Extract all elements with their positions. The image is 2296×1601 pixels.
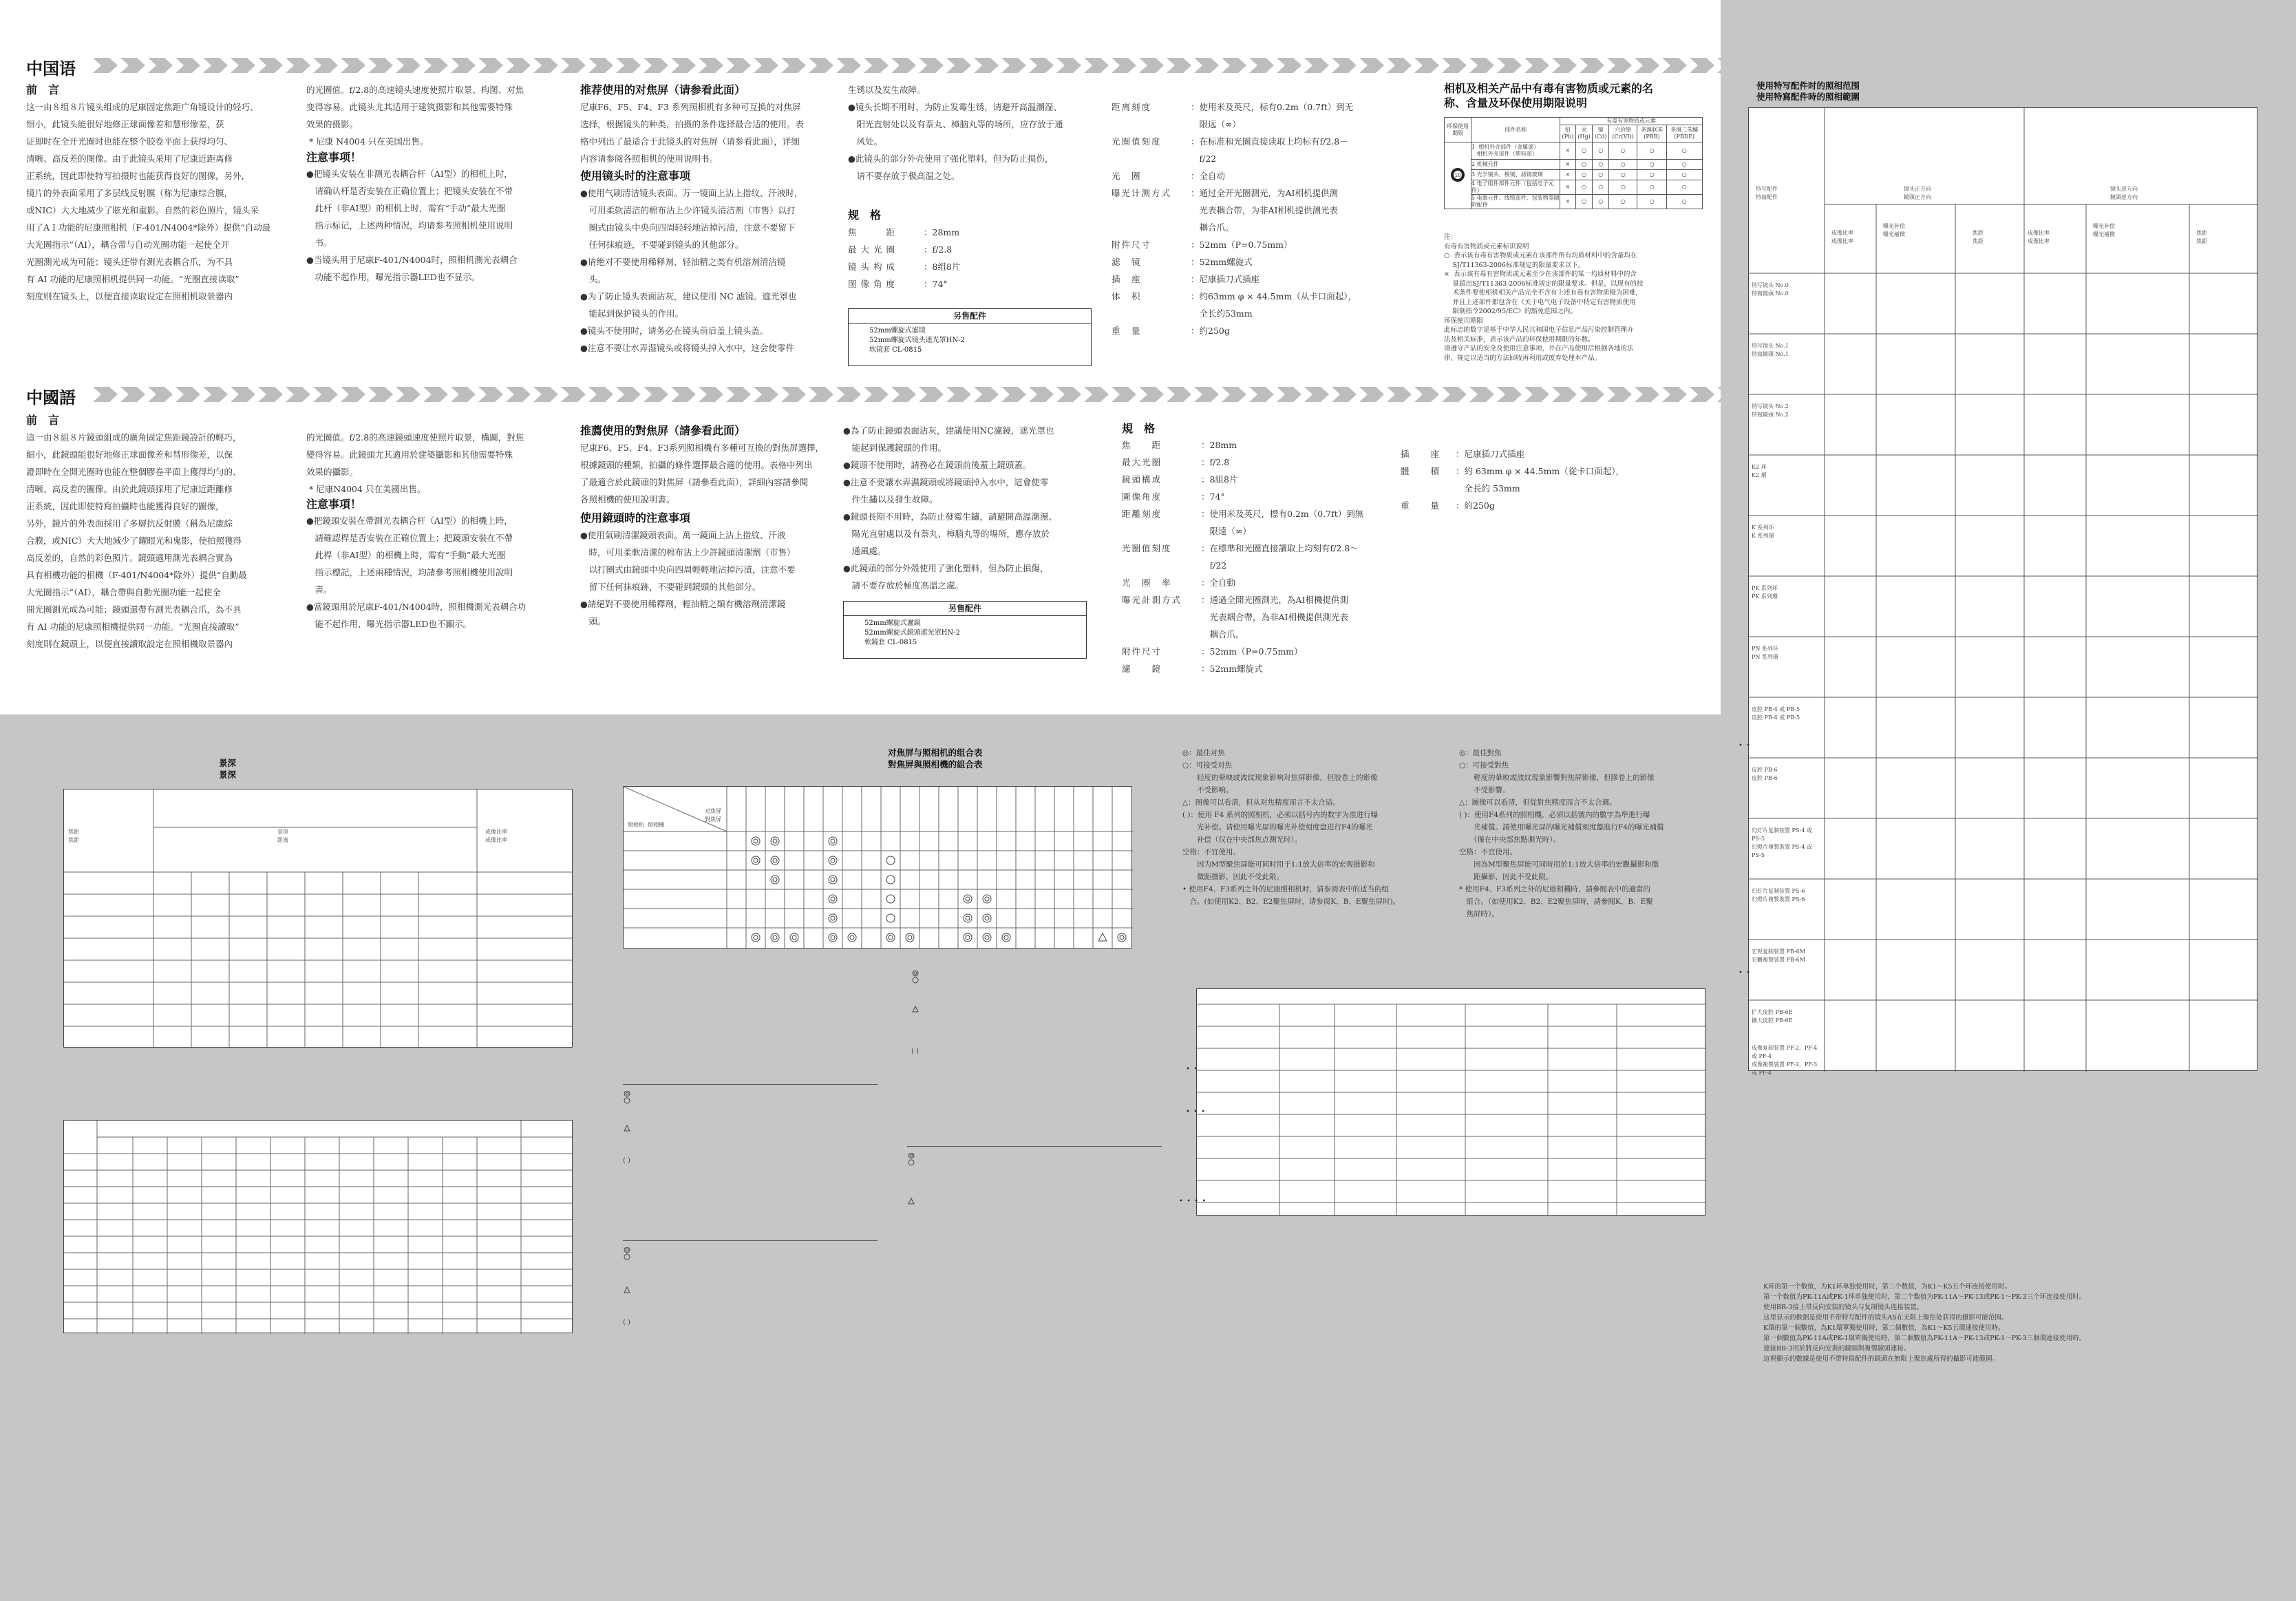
dof-label-ratio: 成像比率 成像比率	[485, 829, 507, 843]
svg-text:( ): ( )	[623, 1157, 630, 1165]
preface-text-sc-1: 这一由８组８片镜头组成的尼康固定焦距广角镜设计的轻巧、 细小，此镜头能很好地修正球面像差和慧形像差，获 证即时在全开光圈时也能在整个胶卷平面上获得均匀、 清晰、高反差的图像。由于此镜头采用了尼康近距离修 正系统，因此即使特写拍摄时也能获得良好的图像，另外， 镜片的外表面采用了多层线反射膜（称为尼康综合膜， 或NIC）大大地减少了眩光和重影。自然的彩色照片，镜头采 用了A I 功能的尼康照相机（F-401/N4004*除外）提供“自动最 大光圈指示”（AI），耦合带与自动光圈功能一起使全开 光圈测光成为可能；镜头还带有测光表耦合爪，为不具 有 AI 功能的尼康照相机提供同一功能。“光圈直接读取” 刻度则在镜头上，以便直接读取设定在照相机取景器内	[26, 102, 271, 301]
dof-label-focal: 焦距 焦距	[68, 829, 79, 843]
hazard-col-part: 部件名称	[1471, 118, 1560, 142]
preface-title-sc: 前 言	[26, 83, 60, 96]
leader-dots: • •	[1186, 1065, 1198, 1073]
hazard-col-group: 有毒有害物质或元素	[1560, 118, 1703, 125]
spec-row: 曝光计测方式 ：通过全开光圈测光，为AI相机提供测 光表耦合带，为非AI相机提供测光表 耦合爪。	[1112, 188, 1338, 233]
symbol-notes-1	[907, 960, 928, 1070]
spec-row: 滤 镜 ：52mm螺旋式	[1112, 257, 1253, 267]
table-row: 4 电子组件部件元件（包括电子元件） × ○ ○ ○ ○ ○	[1445, 180, 1703, 195]
environmental-mark-icon	[1445, 142, 1471, 209]
spec-row: 附件尺寸 ：52mm（P=0.75mm）	[1112, 240, 1293, 250]
closeup-corner-label: 特写配件 特寫配件	[1756, 186, 1778, 200]
spec-row: 最大光圈 ：f/2.8	[848, 244, 953, 255]
svg-text:10: 10	[1454, 172, 1461, 178]
spec-row: 曝光計測方式 ：通過全開光圈測光，為AI相機提供測 光表耦合帶，為非AI相機提供測光表 耦合爪。	[1122, 595, 1348, 639]
care-text-sc: ●使用气刷清洁镜头表面。万一镜面上沾上指纹、汗液时， 可用柔软清洁的棉布沾上少许镜头清洁剂（市售）以打 圈式由镜头中央向四周轻轻地沾掉污渍，注意不要留下 任何抹痕迹，不要碰到镜头的其他部分。 ●请绝对不要使用稀释剂、轻油精之类有机溶剂清洁镜 头。 ●为了防止镜头表面沾灰，建议使用 NC 滤镜。遮光罩也 能起到保护镜头的作用。 ●镜头不使用时，请务必在镜头前后盖上镜头盖。 ●注意不要让水弄湿镜头或将镜头掉入水中，这会使零件	[580, 188, 803, 353]
table-row: 3 光学镜头、棱镜、滤镜玻璃 × ○ ○ ○ ○ ○	[1445, 170, 1703, 180]
notes-title-tc: 注意事項！	[306, 498, 362, 511]
chevron-band-tc-icon	[93, 387, 1721, 402]
leader-dots: • •	[1739, 742, 1751, 750]
accessories-text-tc: 52mm螺旋式濾鏡 52mm螺旋式鏡頭遮光罩HN-2 軟鏡套 CL-0815	[864, 619, 960, 646]
care-text-tc-2: ●為了防止鏡頭表面沾灰，建議使用NC濾鏡，遮光罩也 能起到保護鏡頭的作用。 ●鏡頭不使用時，請務必在鏡頭前後蓋上鏡頭蓋。 ●注意不要讓水弄濕鏡頭或將鏡頭掉入水中，這會使零 件生鏽以及發生故障。 ●鏡頭長期不用時，為防止發霉生鏽，請避開高溫潮濕、 陽光直射處以及有萘丸、樟腦丸等的場所，應存放於 通風處。 ●此鏡頭的部分外殼使用了強化塑料，但為防止損傷， 請不要存放於極度高溫之處。	[843, 425, 1057, 591]
spec-row: 体 积 ：约63mm φ × 44.5mm（从卡口面起）， 全长约53mm	[1112, 291, 1357, 319]
spec-row: 光圈值刻度 ：在標準和光圈直接讀取上均刻有f/2.8～ f/22	[1122, 543, 1359, 571]
spec-row: 焦 距 ：28mm	[1122, 440, 1237, 450]
screen-table-corner: 对焦屏 對焦屏	[705, 808, 721, 823]
hazard-note: 注： 有毒有害物质或元素标识说明 ○ 表示该有毒有害物质或元素在该部件所有均质材料中的含量均在 SJ/T11363-2006标准规定的限量要求以下。 × 表示该有毒有害物质或元素至少在该部件的某一均质材料中的含 量超出SJ/T11363-2006标准规定的限量要求。但是，以现有的技 术条件要使相机相关产品完全不含有上述有毒有害物质极为困难， 并且上述部件都包含在《关于电气电子设备中特定有害物质使用 限制指令2002/95/EC》的豁免范围之内。 环保使用期限 此标志的数字是基于中华人民共和国电子信息产品污染控制管理办 法及相关标准，表示该产品的环保使用期限的年数。 请遵守产品的安全及使用注意事项，并在产品使用后根据各地的法 律、规定以适当的方法回收再利用或废弃处理本产品。	[1444, 233, 1644, 362]
specs-title-sc: 规 格	[848, 209, 882, 222]
accessories-box-sc	[848, 308, 1092, 366]
spec-row: 距离刻度 ：使用米及英尺，标有0.2m（0.7ft）到无 限远（∞）	[1112, 102, 1354, 129]
screen-table-title: 对焦屏与照相机的组合表 對焦屏與照相機的組合表	[888, 748, 983, 770]
accessories-title-tc: 另售配件	[844, 602, 1086, 616]
care-title-sc: 使用镜头时的注意事项	[580, 169, 691, 182]
dof-label-depth: 景深 距离	[277, 829, 288, 843]
closeup-row-label: 幻灯片复制装置 PS-4 或 PS-5 幻燈片複製裝置 PS-4 或 PS-5	[1752, 827, 1813, 858]
closeup-footnote: K环的第一个数值，为K1环单独使用时，第二个数值，为K1～K5五个环连接使用时。 第一个数值为PK-11A或PK-1环单独使用时，第二个数值为PK-11A～PK-13或PK-1～PK-3三个环连接使用时。 使用BR-3接上带反向安装的镜头与复制镜头连接装置。 这里显示的数据是使用不带特写配件的镜头AS在无限上聚焦处获得的摄影可能范围。 K環的第一個數值，為K1環單獨使用時，第二個數值，為K1～K5五環連接使用時。 第一個數值為PK-11A或PK-1環單獨使用時，第二個數值為PK-11A～PK-13或PK-1～PK-3三個環連接使用時。 連接BR-3用於將反向安裝的鏡頭與複製鏡頭連接。 這裡顯示的數據是使用不帶特寫配件的鏡頭在無限上聚焦處所得的攝影可能範圍。	[1763, 1283, 2086, 1363]
closeup-row-label: PN 系列环 PN 系列環	[1752, 646, 1778, 660]
leader-dots: • • •	[1186, 1108, 1207, 1116]
accessories-box-tc	[843, 601, 1087, 659]
closeup-row-label: 成像复制装置 PF-2，PF-4 或 PF-4 成像複製裝置 PF-2，PF-3 或 PF-4	[1752, 1045, 1818, 1076]
closeup-title: 使用特写配件时的照相范围 使用特寫配件時的照相範圍	[1756, 81, 1860, 102]
symbol-notes-2	[623, 1091, 639, 1176]
hazard-col-mark: 环保使用期限	[1445, 118, 1471, 142]
closeup-row-label: K2 环 K2 環	[1752, 464, 1767, 478]
spec-row: 最大光圈 ：f/2.8	[1122, 457, 1230, 467]
specs-list-sc-2	[1112, 98, 1380, 339]
closeup-table: 特写配件 特寫配件 镜头正方向 鏡頭正方向 镜头逆方向 鏡頭逆方向 成像比率 成像比率 曝光补偿 曝光補償 焦距 焦距 成像比率 成像比率 曝光补偿 曝光補償 焦距 焦距 特写镜头 No.0 特寫鏡頭 No.0 特写镜头 No.1 特寫鏡頭 No.1 特写镜头 No.2 特寫鏡頭 No.2 K2 环 K2 環 K 系列环 K 系列環 PK 系列环 PK 系列環 PN 系列环 PN 系列環 皮腔 PB-4 或 PB-5 皮腔 PB-4 或 PB-5 皮腔 PB-6 皮腔 PB-6 幻灯片复制装置 PS-4 或 PS-5 幻燈片複製裝置 PS-4 或 PS-5 幻灯片复制装置 PS-6 幻燈片複製裝置 PS-6 宏观复制装置 PB-6M 宏觀複製裝置 PB-6M 扩大皮腔 PB-6E 擴大皮腔 PB-6E 成像复制装置 PF-2，PF-4 或 PF-4 成像複製裝置 PF-2，PF-3 或 PF-4	[1748, 107, 2257, 1071]
care-title-tc: 使用鏡頭時的注意事項	[580, 511, 691, 524]
language-heading-sc: 中国语	[26, 59, 76, 78]
notes-title-sc: 注意事项！	[306, 151, 362, 164]
screens-title-tc: 推薦使用的對焦屏（請參看此面）	[580, 424, 746, 437]
screen-table-camera: 照相机 照相機	[628, 822, 665, 828]
spec-row: 插 座 ：尼康插刀式插座	[1112, 274, 1260, 284]
language-heading-tc: 中國語	[26, 388, 76, 407]
hazard-title: 相机及相关产品中有毒有害物质或元素的名 称、含量及环保使用期限说明	[1444, 82, 1654, 109]
leader-dots: • •	[1739, 969, 1751, 977]
notes-text-sc: ●把镜头安装在非测光表耦合杆（AI型）的相机上时， 请确认杆是否安装在正确位置上；把镜头安装在不带 此杆（非AI型）的相机上时，需有“手动”最大光圈 指示标记，上述两种情况，均请参考照相机使用说明 书。 ●当镜头用于尼康F-401/N4004时，照相机测光表耦合 功能不起作用，曝光指示器LED也不显示。	[306, 169, 518, 282]
preface-title-tc: 前 言	[26, 414, 60, 427]
spec-row: 體 積 ：約 63mm φ × 44.5mm（從卡口面起）， 全長約 53mm	[1401, 466, 1625, 494]
symbol-notes-3	[907, 1153, 924, 1218]
closeup-head-reverse: 镜头逆方向 鏡頭逆方向	[2110, 186, 2138, 200]
specs-title-tc: 規 格	[1122, 422, 1156, 435]
spec-row: 焦 距 ：28mm	[848, 227, 960, 237]
table-row: 10 1 相机外壳部件（金属部） 相机外壳部件（塑料部） × ○ ○ ○ ○ ○	[1445, 142, 1703, 160]
closeup-row-label: 皮腔 PB-6 皮腔 PB-6	[1752, 767, 1778, 781]
divider	[623, 1084, 878, 1085]
spec-row: 图像角度 ：74°	[848, 279, 948, 289]
specs-list-tc-2	[1401, 445, 1697, 514]
specs-list-tc	[1122, 436, 1383, 677]
spec-row: 光 圈 ：全自动	[1112, 171, 1226, 181]
screens-text-sc: 尼康F6、F5、F4、F3 系列照相机有多种可互换的对焦屏 选择，根据镜头的种类，拍摄的条件选择最合适的使用。表 格中列出了最适合于此镜头的对焦屏（请参看此面），详细 内容请参阅各照相机的使用说明书。	[580, 102, 805, 164]
screen-legend-sc: ◎：最佳对焦 ○：可接受对焦 轻度的晕映或波纹现象影响对焦屏影像，但胶卷上的影像 不受影响。 △：图像可以看清，但从对焦精度而言不太合适。 ( )：使用 F4 系列的照相机，必须以括号内的数字为准进行曝 光补偿。请使用曝光屏的曝光补偿刻度盘进行F4的曝光 补偿（仅在中央部焦点测光时）。 空格：不宜使用。 因为M型聚焦屏能可同时用于1:1放大倍率的宏观摄影和 微距摄影，因此不受此限。 • 使用F4、F3系列之外的尼康照相机时，请参阅表中的适当的组 合。(如使用K2、B2、E2聚焦屏时，请参阅K、B、E聚焦屏时)。	[1182, 749, 1401, 906]
screens-title-sc: 推荐使用的对焦屏（请参看此面）	[580, 83, 746, 96]
accessories-text-sc: 52mm螺旋式滤镜 52mm螺旋式镜头遮光罩HN-2 软镜套 CL-0815	[869, 327, 965, 354]
closeup-row-label: 扩大皮腔 PB-6E 擴大皮腔 PB-6E	[1752, 1009, 1793, 1024]
spec-row: 光圈值刻度 ：在标准和光圈直接读取上均标有f/2.8－ f/22	[1112, 136, 1348, 164]
closeup-row-label: 宏观复制装置 PB-6M 宏觀複製裝置 PB-6M	[1752, 948, 1805, 963]
screen-legend-tc: ◎：最佳對焦 ○：可接受對焦 輕度的暈映或波紋現象影響對焦屏影像，但膠卷上的影像 不受影響。 △：圖像可以看清，但從對焦精度而言不太合適。 ( )：使用F4系列的照相機，必須以括號內的數字為準進行曝 光補償。請使用曝光屏的曝光補償刻度盤進行F4的曝光補償 （僅在中央部焦點測光時）。 空格：不宜使用。 因為M型聚焦屏能可同時用於1:1放大倍率的宏觀攝影和微 距攝影，因此不受此限。 * 使用F4、F3系列之外的尼康相機時，請參閱表中的適當的 組合。（如使用K2、B2、E2聚焦屏時，請參閱K、B、E聚 焦屏時）。	[1459, 749, 1664, 918]
notes-text-tc: ●把鏡頭安裝在帶測光表耦合杆（AI型）的相機上時， 請確認桿是否安裝在正確位置上；把鏡頭安裝在不帶 此桿（非AI型）的相機上時，需有“手動”最大光圈 指示標記，上述兩種情況，均請參考照相機使用說明 書。 ●當鏡頭用於尼康F-401/N4004時，照相機測光表耦合功 能不起作用，曝光指示器LED也不顯示。	[306, 516, 527, 629]
table-row: 5 电源元件、线缆部件、包装物等随附配件 × ○ ○ ○ ○ ○	[1445, 195, 1703, 209]
preface-text-tc-1: 這一由８組８片鏡頭組成的廣角固定焦距鏡設計的輕巧， 細小，此鏡頭能很好地修正球面像差和彗形像差，以保 證即時在全開光圈時也能在整個膠卷平面上獲得均勻的、 清晰、高反差的圖像。由於此鏡頭採用了尼康近距離修 正系統，因此即使特寫拍攝時也能獲得良好的圖像， 另外，鏡片的外表面採用了多層抗反射膜（稱為尼康綜 合膜，或NIC）大大地減少了耀眼光和鬼影，使拍照獲得 高反差的，自然的彩色照片。鏡頭適用測光表耦合實為 具有相機功能的相機（F-401/N4004*除外）提供“自動最 大光圈指示”（AI），耦合帶與自動光圈功能一起使全 開光圈測光成為可能；鏡頭還帶有測光表耦合爪，為不具 有 AI 功能的尼康照相機提供同一功能。“光圈直接讀取” 刻度則在鏡頭上，以便直接讀取設定在照相機取景器內	[26, 432, 247, 649]
dof-title: 景深 景深	[219, 758, 237, 780]
spec-row: 重 量 ：约250g	[1112, 326, 1230, 336]
hazard-table: 环保使用期限 部件名称 有毒有害物质或元素 铅 (Pb) 汞 (Hg) 镉 (Cd) 六价铬 (Cr(VI)) 多溴联苯 (PBB) 多溴二苯醚 (PBDE) 10 1 相机外壳部件（金属部） 相机外壳部件（塑料部） × ○ ○ ○ ○ ○ 2 机械元件 × ○ ○ ○ ○ ○ 3 光学镜头、棱镜、滤镜玻璃 × ○ ○ ○ ○ ○ 4 电子组件部件元件（包括电子元件） × ○ ○ ○ ○ ○ 5 电源元件、线缆部件、包装物等随附配件 × ○ ○ ○ ○ ○	[1444, 117, 1703, 209]
table-row: 2 机械元件 × ○ ○ ○ ○ ○	[1445, 160, 1703, 170]
chevron-band-sc-icon	[93, 58, 1721, 73]
closeup-row-label: 特写镜头 No.0 特寫鏡頭 No.0	[1752, 282, 1789, 297]
divider	[907, 1146, 1162, 1147]
screens-text-tc: 尼康F6、F5、F4、F3系列照相機有多種可互換的對焦屏選擇， 根據鏡頭的種類，拍攝的條件選擇最合適的使用。表格中列出 了最適合於此鏡頭的對焦屏（請參看此面），詳細內容請參閱 各照相機的使用說明書。	[580, 443, 825, 505]
spec-row: 重 量 ：約250g	[1401, 500, 1495, 511]
divider	[623, 1240, 878, 1241]
svg-text:( ): ( )	[623, 1319, 630, 1326]
preface-text-tc-2: 的光圈值。f/2.8的高速鏡頭速度使照片取景，構圖，對焦 變得容易。此鏡頭尤其適用於建築攝影和其他需要特殊 效果的攝影。 * 尼康N4004 只在美國出售。	[306, 432, 524, 494]
closeup-row-label: 皮腔 PB-4 或 PB-5 皮腔 PB-4 或 PB-5	[1752, 706, 1800, 721]
spec-row: 濾 鏡 ：52mm螺旋式	[1122, 664, 1263, 674]
leader-dots: • • • •	[1179, 1198, 1207, 1205]
closeup-row-label: 特写镜头 No.2 特寫鏡頭 No.2	[1752, 403, 1789, 418]
spec-row: 插 座 ：尼康插刀式插座	[1401, 449, 1525, 459]
preface-text-sc-2: 的光圈值。f/2.8的高速镜头速度使照片取景、构图、对焦 变得容易。此镜头尤其适用于建筑摄影和其他需要特殊 效果的摄影。 * 尼康 N4004 只在美国出售。	[306, 85, 524, 147]
closeup-row-label: K 系列环 K 系列環	[1752, 524, 1774, 539]
screen-combination-table	[623, 786, 1132, 948]
svg-text:( ): ( )	[911, 1048, 920, 1055]
dof-table-1	[63, 789, 573, 1048]
specs-list-sc	[848, 224, 1096, 293]
closeup-row-label: 幻灯片复制装置 PS-6 幻燈片複製裝置 PS-6	[1752, 888, 1805, 902]
spec-row: 距離刻度 ：使用米及英尺，標有0.2m（0.7ft）到無 限遠（∞）	[1122, 509, 1364, 536]
care-text-tc: ●使用氣刷清潔鏡頭表面。萬一鏡面上沾上指紋、汗液 時，可用柔軟清潔的棉布沾上少許鏡頭清潔劑（市售） 以打圈式由鏡頭中央向四周輕輕地沾掉污漬，注意不要 留下任何抹痕跡，不要碰到鏡頭的其他部分。 ●請絕對不要使用稀釋劑，輕油精之類有機溶劑清潔鏡 頭。	[580, 530, 796, 626]
spec-row: 镜头构成 ：8组8片	[848, 262, 961, 272]
spec-row: 光 圈 率 ：全自動	[1122, 577, 1236, 588]
accessories-title-sc: 另售配件	[849, 309, 1091, 324]
closeup-row-label: 特写镜头 No.1 特寫鏡頭 No.1	[1752, 343, 1789, 357]
care-text-sc-2: 生锈以及发生故障。 ●镜头长期不用时，为防止发霉生锈，请避开高温潮湿、 阳光直射处以及有萘丸、樟脑丸等的场所，应存放于通 风处。 ●此镜头的部分外壳使用了强化塑料，但为防止损伤， 请不要存放于极高温之处。	[848, 85, 1063, 181]
spec-row: 鏡頭構成 ：8組8片	[1122, 474, 1238, 485]
spec-row: 圖像角度 ：74°	[1122, 491, 1225, 502]
dof-table-2	[63, 1120, 573, 1333]
closeup-head-forward: 镜头正方向 鏡頭正方向	[1904, 186, 1931, 200]
exposure-table	[1196, 988, 1705, 1216]
spec-row: 附件尺寸 ：52mm（P=0.75mm）	[1122, 646, 1303, 657]
symbol-notes-4	[623, 1247, 639, 1333]
closeup-row-label: PK 系列环 PK 系列環	[1752, 585, 1778, 600]
